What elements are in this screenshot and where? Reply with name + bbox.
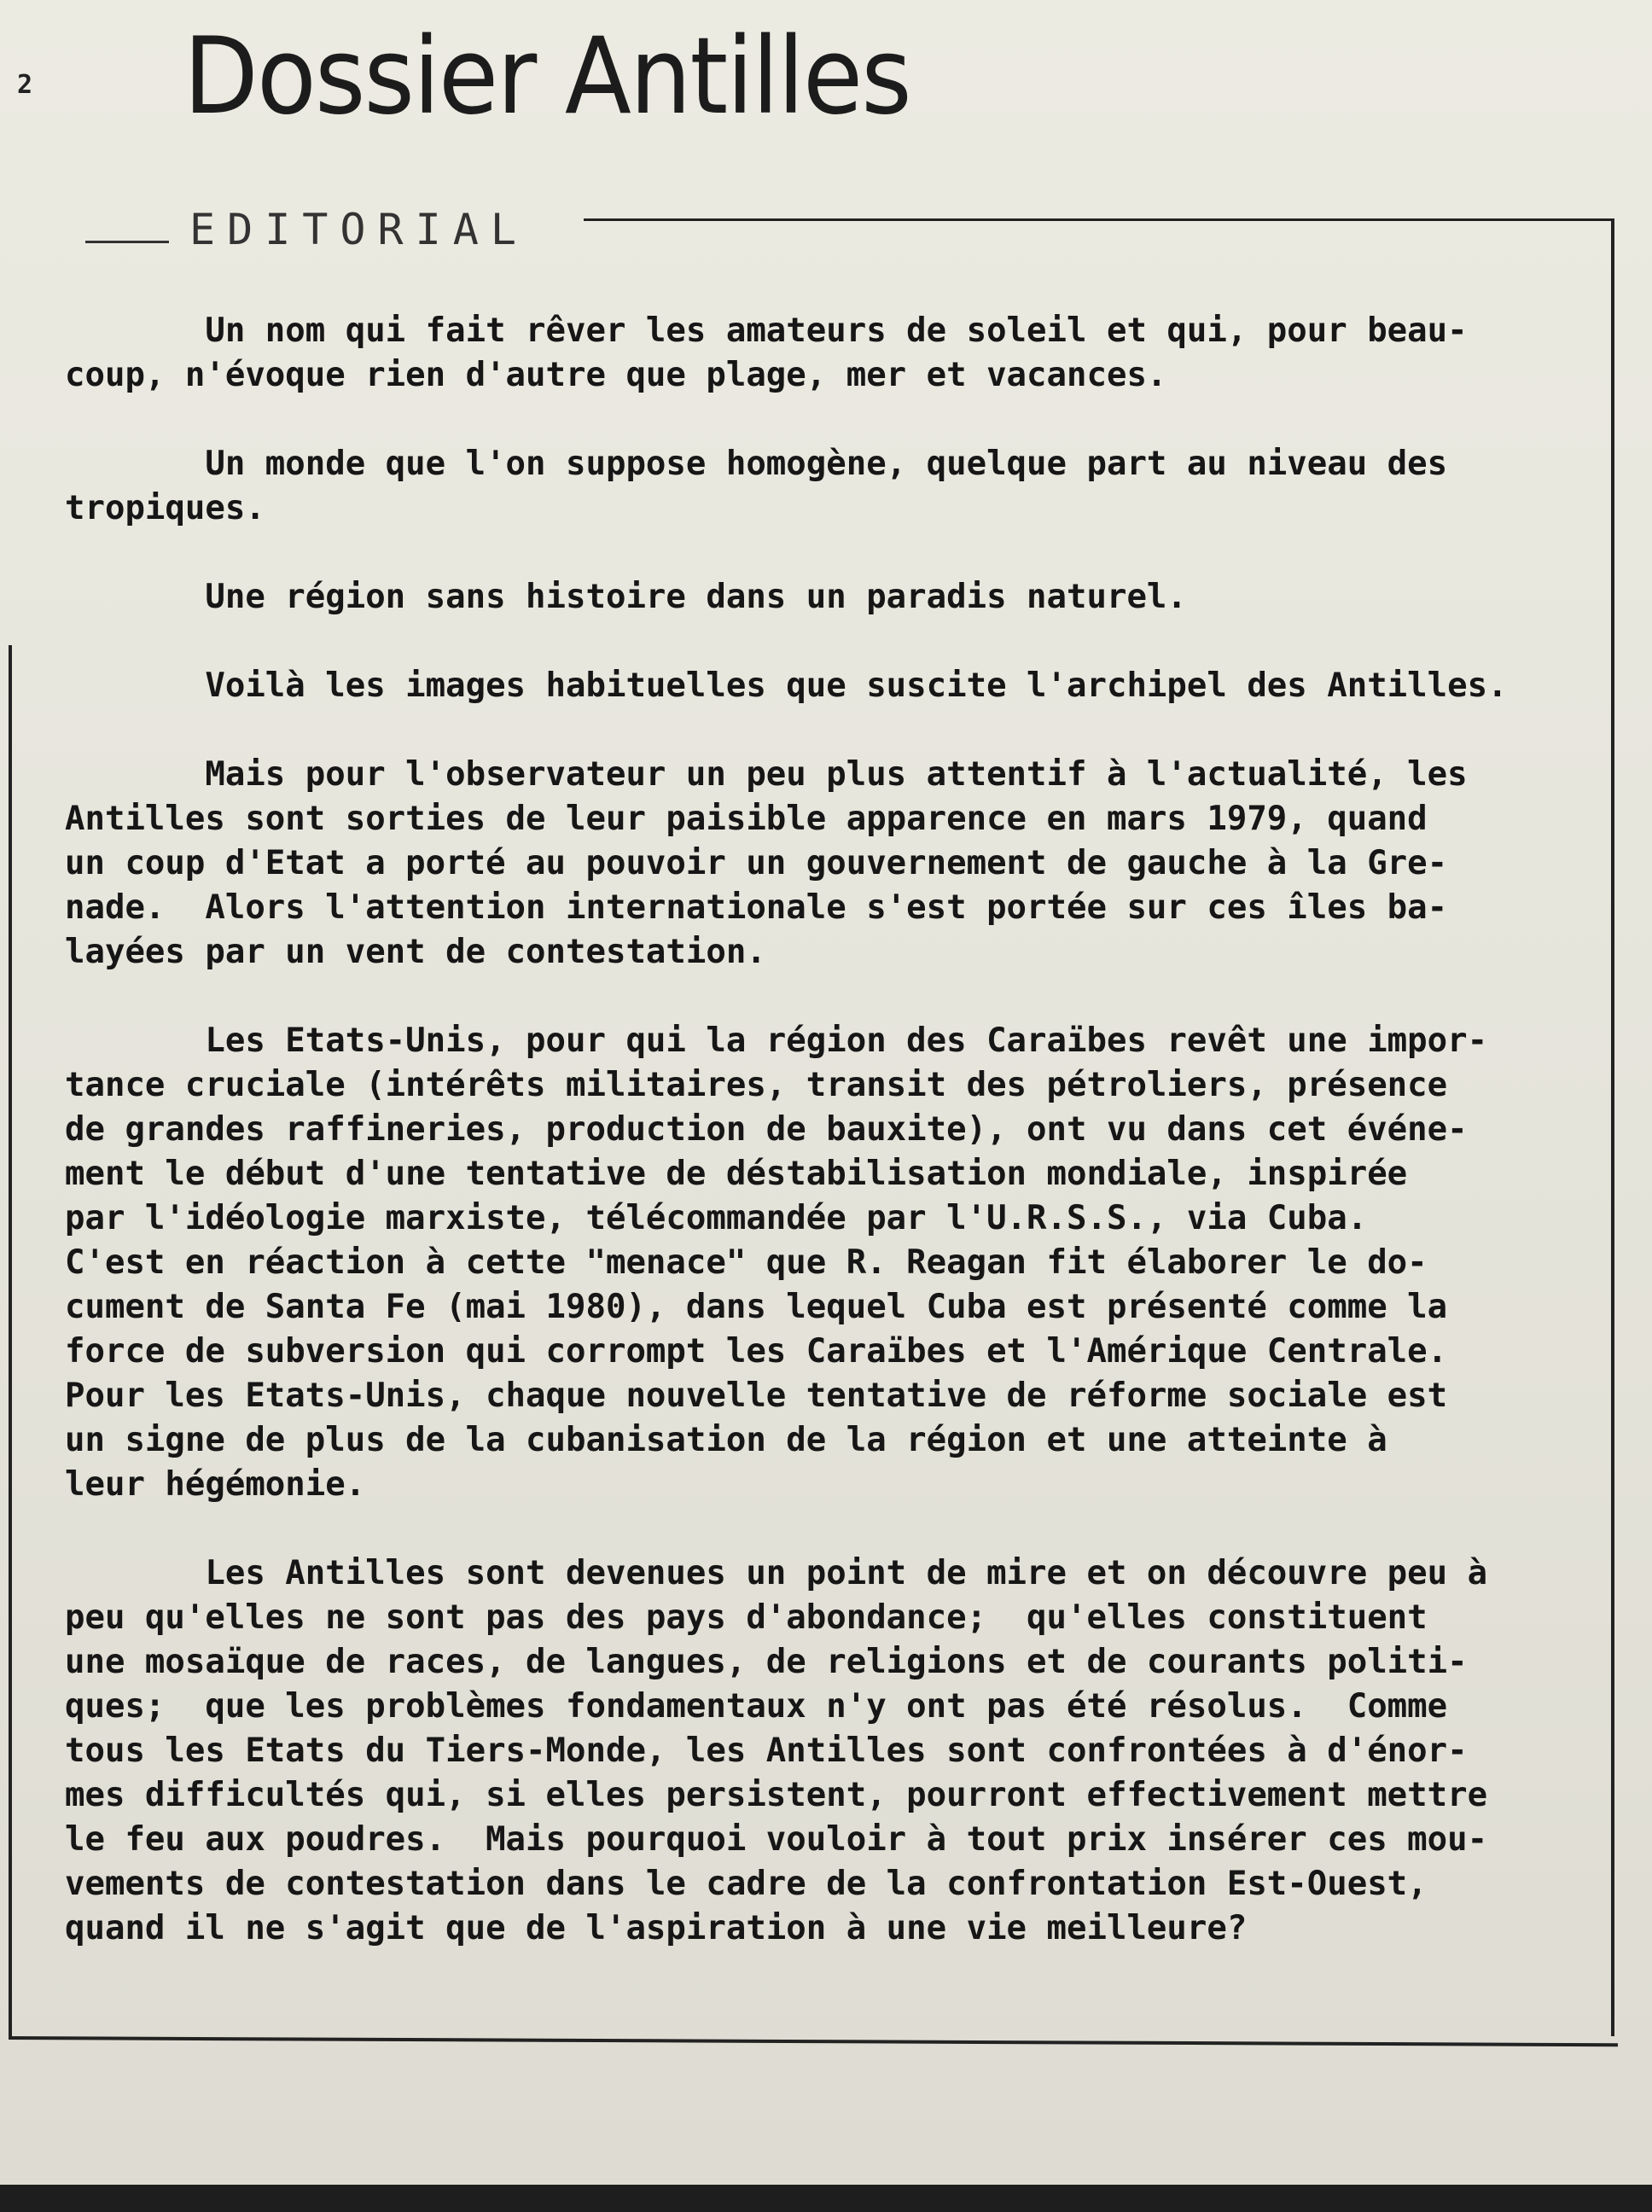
text-line: force de subversion qui corrompt les Caraïbes et l'Amérique Centrale. — [65, 1332, 1448, 1371]
text-line: Les Etats-Unis, pour qui la région des Caraïbes revêt une impor- — [65, 1022, 1488, 1060]
text-line: Les Antilles sont devenues un point de mire et on découvre peu à — [65, 1554, 1488, 1592]
text-line: Une région sans histoire dans un paradis naturel. — [65, 578, 1187, 616]
page-number: 2 — [17, 70, 33, 100]
text-line: tropiques. — [65, 489, 265, 527]
text-line: quand il ne s'agit que de l'aspiration à une vie meilleure? — [65, 1909, 1248, 1947]
text-line: par l'idéologie marxiste, télécommandée par l'U.R.S.S., via Cuba. — [65, 1199, 1368, 1237]
text-line: Voilà les images habituelles que suscite l'archipel des Antilles. — [65, 667, 1508, 705]
text-line: Un nom qui fait rêver les amateurs de soleil et qui, pour beau- — [65, 311, 1468, 350]
masthead-title: Dossier Antilles — [183, 15, 910, 138]
text-line: Pour les Etats-Unis, chaque nouvelle tentative de réforme sociale est — [65, 1377, 1448, 1415]
text-line: nade. Alors l'attention internationale s'est portée sur ces îles ba- — [65, 888, 1448, 927]
text-line: tous les Etats du Tiers-Monde, les Antilles sont confrontées à d'énor- — [65, 1732, 1468, 1770]
text-line: cument de Santa Fe (mai 1980), dans lequel Cuba est présenté comme la — [65, 1288, 1448, 1326]
text-line: leur hégémonie. — [65, 1465, 366, 1504]
paragraph-6 — [65, 1019, 1614, 1507]
background-edge — [0, 2185, 1652, 2212]
text-line: un signe de plus de la cubanisation de la région et une atteinte à — [65, 1421, 1387, 1459]
paragraph-1 — [65, 309, 1614, 398]
text-line: Un monde que l'on suppose homogène, quelque part au niveau des — [65, 445, 1448, 483]
paragraph-2 — [65, 442, 1614, 531]
paragraph-5 — [65, 753, 1614, 975]
text-line: coup, n'évoque rien d'autre que plage, mer et vacances. — [65, 356, 1167, 394]
text-line: layées par un vent de contestation. — [65, 933, 766, 971]
text-line: vements de contestation dans le cadre de la confrontation Est-Ouest, — [65, 1865, 1428, 1903]
text-line: Mais pour l'observateur un peu plus attentif à l'actualité, les — [65, 755, 1468, 794]
frame-rule-left — [9, 645, 12, 2040]
paragraph-7 — [65, 1551, 1614, 1951]
text-line: ment le début d'une tentative de déstabilisation mondiale, inspirée — [65, 1155, 1408, 1193]
text-line: peu qu'elles ne sont pas des pays d'abondance; qu'elles constituent — [65, 1598, 1428, 1637]
text-line: ques; que les problèmes fondamentaux n'y ont pas été résolus. Comme — [65, 1687, 1448, 1726]
text-line: Antilles sont sorties de leur paisible apparence en mars 1979, quand — [65, 800, 1428, 838]
text-line: C'est en réaction à cette "menace" que R. Reagan fit élaborer le do- — [65, 1243, 1428, 1282]
text-line: une mosaïque de races, de langues, de religions et de courants politi- — [65, 1643, 1468, 1681]
text-line: de grandes raffineries, production de bauxite), ont vu dans cet événe- — [65, 1110, 1468, 1149]
paragraph-4 — [65, 664, 1614, 708]
text-line: le feu aux poudres. Mais pourquoi vouloir à tout prix insérer ces mou- — [65, 1820, 1488, 1859]
text-line: mes difficultés qui, si elles persistent, pourront effectivement mettre — [65, 1776, 1488, 1814]
section-heading: EDITORIAL — [189, 205, 528, 254]
text-line: un coup d'Etat a porté au pouvoir un gouvernement de gauche à la Gre- — [65, 844, 1448, 882]
frame-rule-left-top — [85, 241, 169, 243]
editorial-body — [65, 309, 1614, 1951]
text-line: tance cruciale (intérêts militaires, transit des pétroliers, présence — [65, 1066, 1448, 1104]
frame-rule-bottom — [9, 2036, 1618, 2046]
frame-rule-top — [584, 218, 1613, 221]
paragraph-3 — [65, 575, 1614, 620]
